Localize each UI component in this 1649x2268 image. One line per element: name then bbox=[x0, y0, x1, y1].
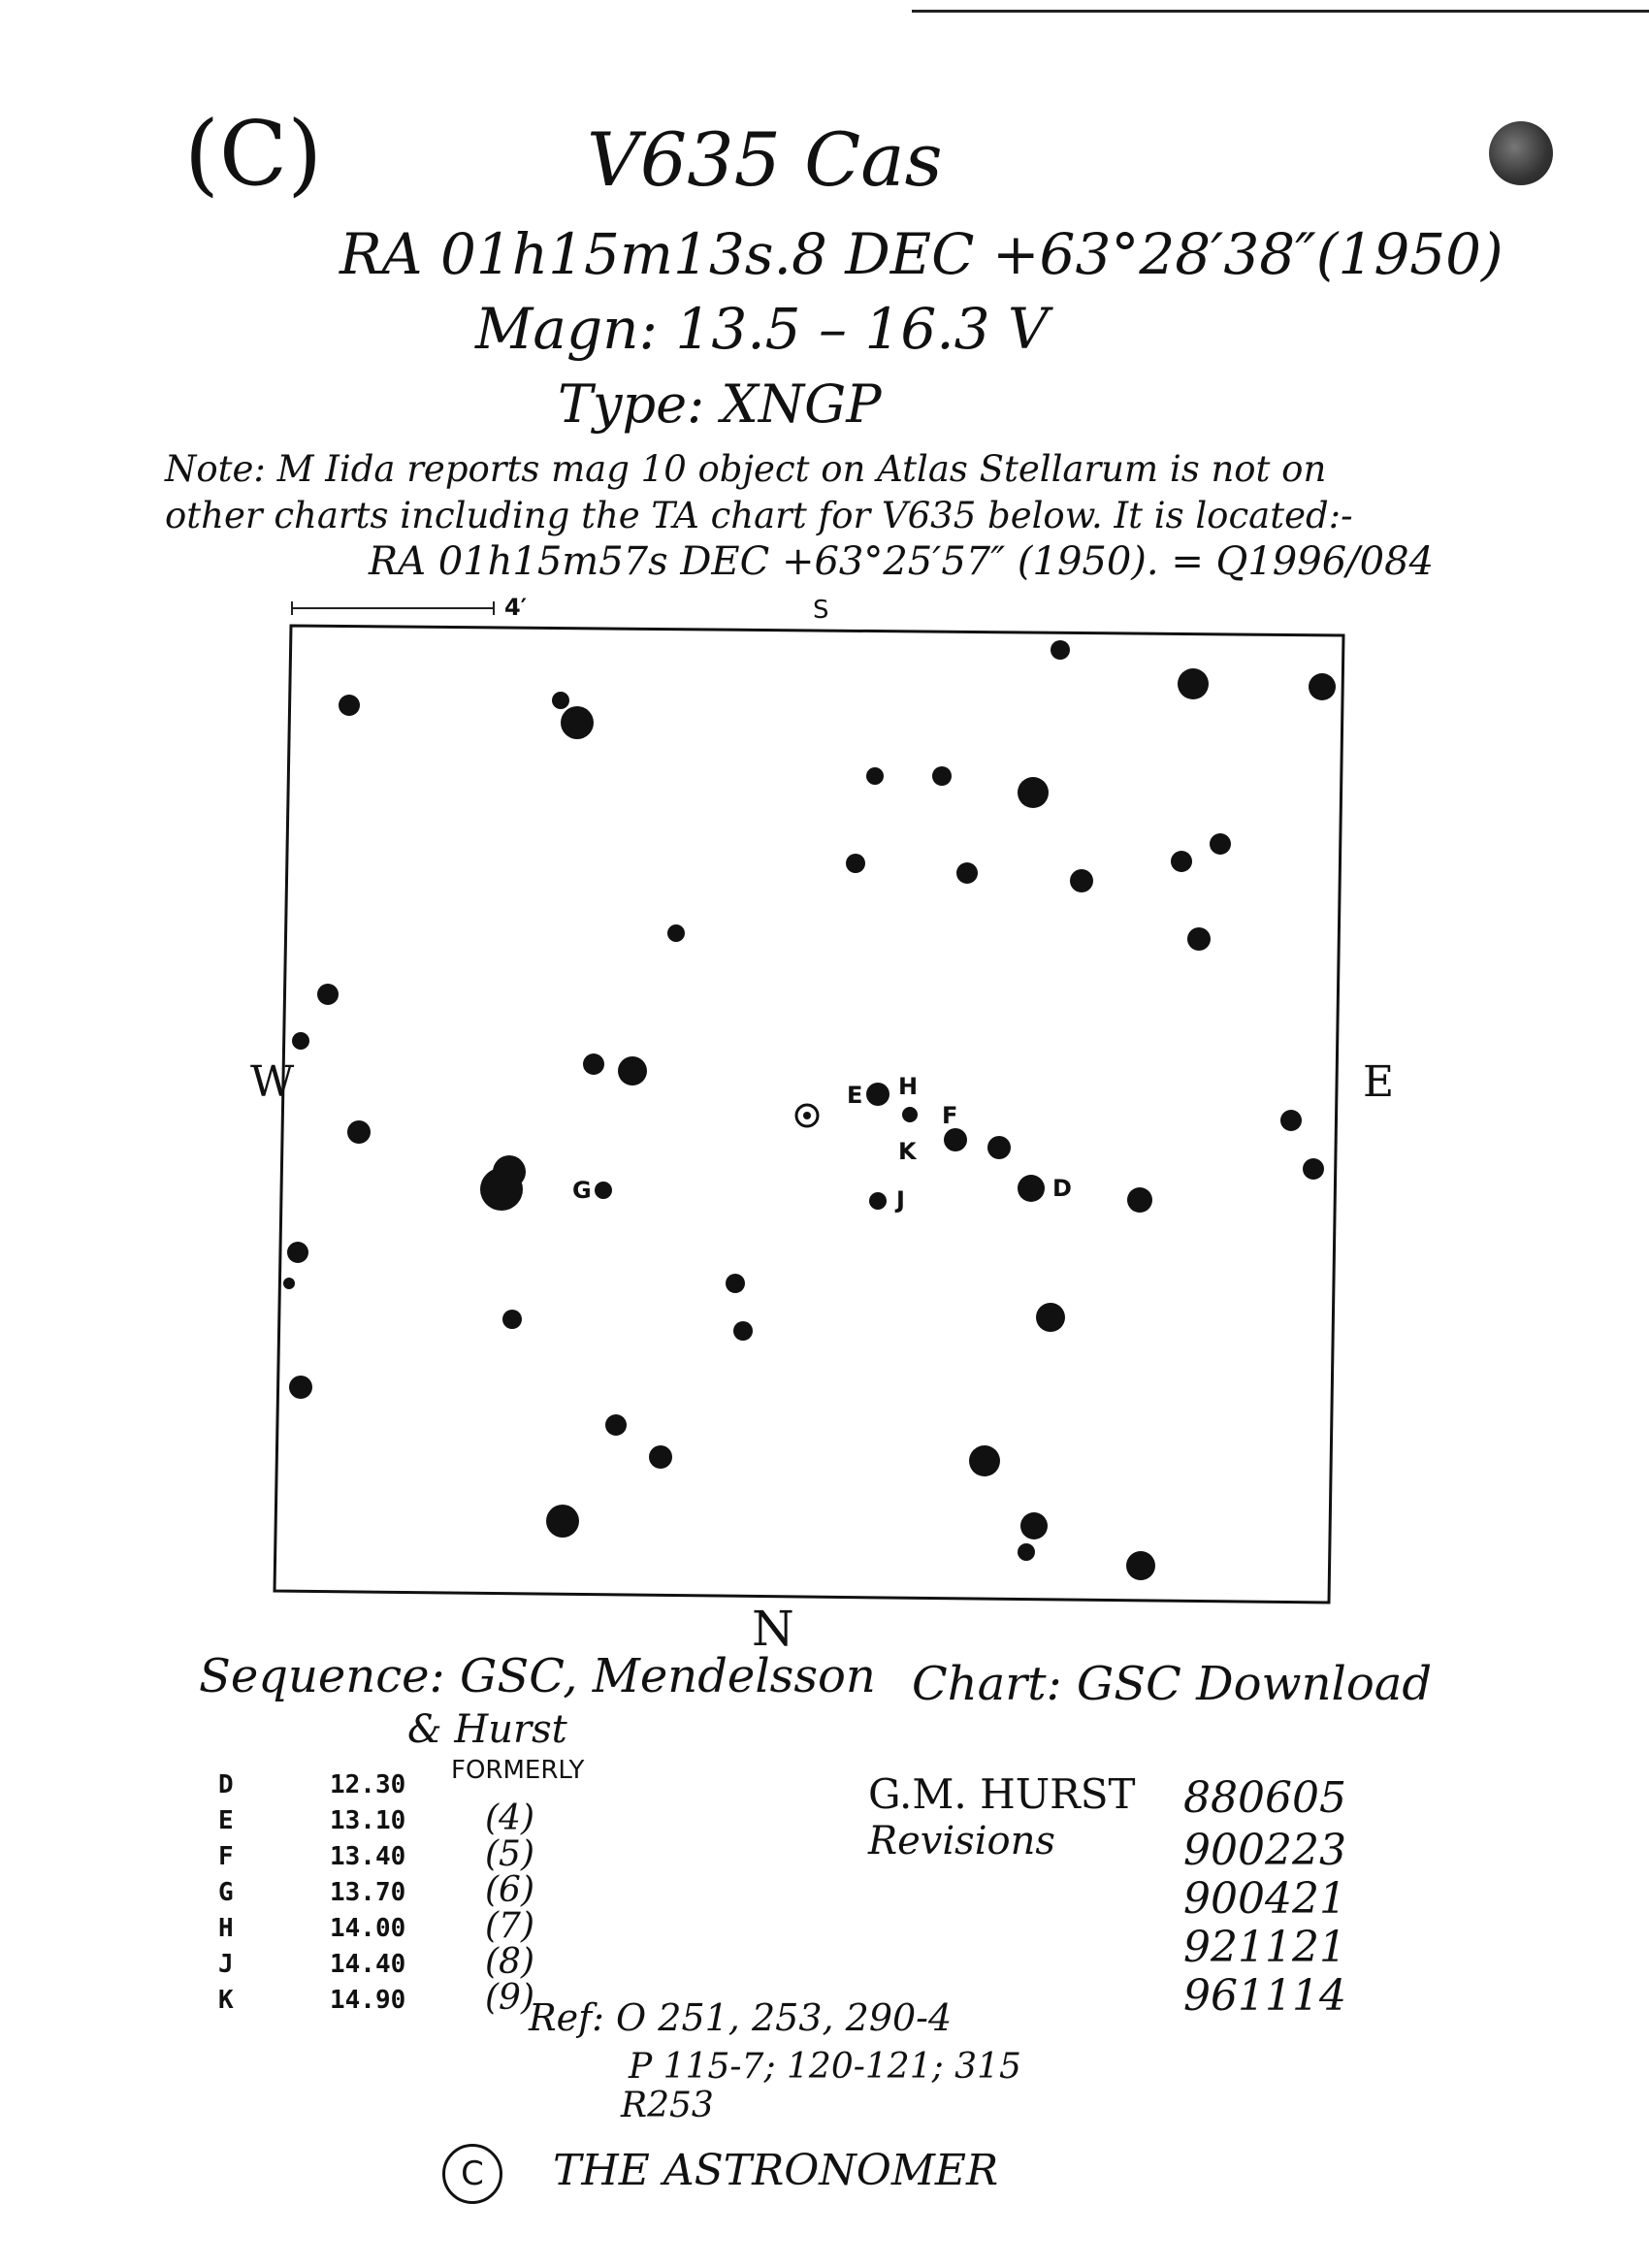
star bbox=[292, 1032, 309, 1050]
star bbox=[1210, 833, 1231, 855]
label-j: J bbox=[896, 1186, 905, 1214]
seq-former: (4) bbox=[485, 1798, 534, 1838]
revision-date: 900223 bbox=[1183, 1826, 1346, 1875]
star-name: V635 Cas bbox=[587, 116, 943, 203]
star bbox=[480, 1168, 523, 1211]
sequence-title: Sequence: GSC, Mendelsson bbox=[199, 1649, 876, 1703]
star bbox=[902, 1107, 918, 1122]
variable-star bbox=[803, 1112, 811, 1119]
star bbox=[289, 1376, 312, 1399]
star bbox=[317, 984, 339, 1005]
star bbox=[932, 766, 952, 786]
refs-line-3: R253 bbox=[621, 2086, 714, 2125]
variable-type: Type: XNGP bbox=[558, 373, 882, 435]
seq-former: (9) bbox=[485, 1978, 534, 2018]
label-f: F bbox=[942, 1102, 958, 1129]
north-label: N bbox=[752, 1601, 794, 1657]
revisions-label: Revisions bbox=[868, 1819, 1055, 1863]
star bbox=[1309, 673, 1336, 700]
seq-former: (5) bbox=[485, 1834, 534, 1874]
seq-former: (6) bbox=[485, 1870, 534, 1910]
seq-mag: 13.70 bbox=[330, 1878, 406, 1907]
star bbox=[605, 1414, 627, 1436]
label-e: E bbox=[847, 1082, 863, 1109]
label-g: G bbox=[572, 1177, 592, 1204]
star bbox=[944, 1128, 967, 1151]
revision-date: 900421 bbox=[1183, 1874, 1346, 1924]
star bbox=[956, 862, 978, 884]
south-label: S bbox=[813, 596, 829, 625]
star bbox=[583, 1053, 604, 1075]
seq-mag: 14.40 bbox=[330, 1950, 406, 1979]
star bbox=[726, 1274, 745, 1293]
author: G.M. HURST bbox=[868, 1770, 1136, 1818]
star bbox=[1018, 777, 1049, 808]
star bbox=[733, 1321, 753, 1341]
star bbox=[618, 1056, 647, 1085]
revision-date: 961114 bbox=[1183, 1971, 1346, 2021]
copyright-symbol: C bbox=[442, 2144, 502, 2204]
star bbox=[1187, 927, 1211, 951]
refs-line-2: P 115-7; 120-121; 315 bbox=[629, 2047, 1021, 2087]
star bbox=[1018, 1175, 1045, 1202]
star bbox=[1018, 1543, 1035, 1561]
sequence-subtitle: & Hurst bbox=[407, 1707, 567, 1752]
star bbox=[1171, 851, 1192, 872]
seq-letter: H bbox=[218, 1914, 234, 1943]
seq-letter: J bbox=[218, 1950, 234, 1979]
star bbox=[1303, 1158, 1324, 1180]
scale-label: 4′ bbox=[504, 594, 528, 621]
refs-line-1: Ref: O 251, 253, 290-4 bbox=[529, 1996, 953, 2039]
star bbox=[339, 695, 360, 716]
star bbox=[1126, 1551, 1155, 1580]
star bbox=[1036, 1303, 1065, 1332]
seq-mag: 13.40 bbox=[330, 1842, 406, 1871]
revision-date: 880605 bbox=[1183, 1773, 1346, 1823]
star bbox=[502, 1310, 522, 1329]
seq-former: (7) bbox=[485, 1906, 534, 1946]
star bbox=[1178, 668, 1209, 699]
seq-letter: D bbox=[218, 1770, 234, 1799]
star-field bbox=[283, 640, 1336, 1580]
label-k: K bbox=[898, 1138, 917, 1165]
label-h: H bbox=[898, 1073, 919, 1100]
seq-mag: 14.90 bbox=[330, 1986, 406, 2015]
star bbox=[1280, 1110, 1302, 1131]
seq-letter: E bbox=[218, 1806, 234, 1835]
star bbox=[846, 854, 865, 873]
star bbox=[649, 1445, 672, 1469]
star bbox=[1127, 1187, 1152, 1213]
label-d: D bbox=[1052, 1175, 1072, 1202]
star bbox=[866, 1083, 889, 1106]
revision-date: 921121 bbox=[1183, 1923, 1346, 1972]
star bbox=[667, 924, 685, 942]
star bbox=[987, 1136, 1011, 1159]
formerly-label: FORMERLY bbox=[451, 1756, 585, 1785]
magnitude-range: Magn: 13.5 – 16.3 V bbox=[475, 296, 1049, 362]
star bbox=[1020, 1512, 1048, 1539]
copyright-text: THE ASTRONOMER bbox=[553, 2146, 999, 2195]
star bbox=[283, 1278, 295, 1289]
star bbox=[969, 1445, 1000, 1476]
seq-letter: F bbox=[218, 1842, 234, 1871]
star bbox=[561, 706, 594, 739]
star bbox=[546, 1505, 579, 1538]
chart-source: Chart: GSC Download bbox=[912, 1657, 1433, 1711]
star bbox=[552, 692, 569, 709]
star bbox=[1051, 640, 1070, 660]
seq-mag: 14.00 bbox=[330, 1914, 406, 1943]
star bbox=[866, 767, 884, 785]
seq-mag: 12.30 bbox=[330, 1770, 406, 1799]
star bbox=[595, 1182, 612, 1199]
east-label: E bbox=[1363, 1057, 1395, 1107]
star bbox=[287, 1242, 308, 1263]
seq-mag: 13.10 bbox=[330, 1806, 406, 1835]
star bbox=[1070, 869, 1093, 892]
seq-letter: K bbox=[218, 1986, 234, 2015]
note-line-3: RA 01h15m57s DEC +63°25′57″ (1950). = Q1996/084 bbox=[369, 539, 1434, 584]
seq-letter: G bbox=[218, 1878, 234, 1907]
seq-former: (8) bbox=[485, 1942, 534, 1982]
star-coordinates: RA 01h15m13s.8 DEC +63°28′38″(1950) bbox=[340, 221, 1504, 287]
note-line-1: Note: M Iida reports mag 10 object on Atlas Stellarum is not on bbox=[165, 448, 1327, 490]
panel-label: (C) bbox=[184, 102, 323, 206]
west-label: W bbox=[250, 1057, 295, 1107]
note-line-2: other charts including the TA chart for V635 below. It is located:- bbox=[165, 495, 1353, 536]
star bbox=[347, 1120, 371, 1144]
star bbox=[869, 1192, 887, 1210]
